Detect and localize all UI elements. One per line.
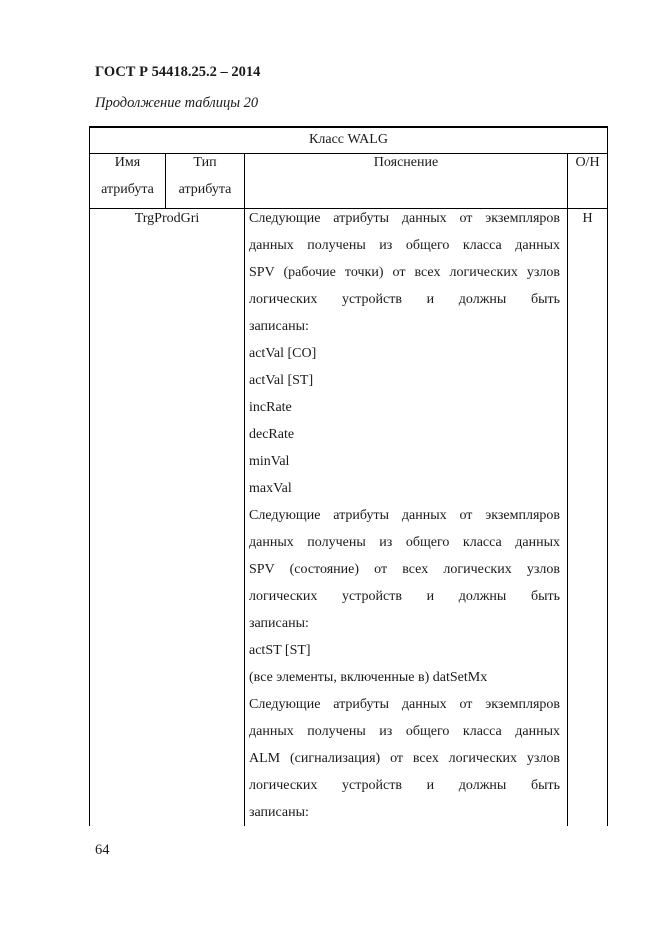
class-title: Класс WALG	[309, 132, 388, 147]
explanation-line: ALM (сигнализация) от всех логических узлов	[249, 751, 560, 766]
table-continuation-caption: Продолжение таблицы 20	[95, 95, 259, 111]
header-type-line2: атрибута	[178, 182, 232, 197]
header-name-line1: Имя	[114, 155, 141, 170]
type-explanation-divider	[244, 153, 245, 826]
mo-cell: Н	[582, 211, 593, 226]
header-name-line2: атрибута	[101, 182, 154, 197]
header-type	[166, 149, 244, 203]
header-mo: О/Н	[575, 155, 600, 170]
explanation-line: логических устройств и должны быть	[249, 589, 560, 604]
header-explanation: Пояснение	[373, 155, 439, 170]
explanation-line: Следующие атрибуты данных от экземпляров	[249, 508, 560, 523]
explanation-line: логических устройств и должны быть	[249, 292, 560, 307]
explanation-line: записаны:	[249, 319, 309, 334]
explanation-line: SPV (состояние) от всех логических узлов	[249, 562, 560, 577]
explanation-line: записаны:	[249, 616, 309, 631]
explanation-line: логических устройств и должны быть	[249, 778, 560, 793]
walg-table	[89, 126, 608, 826]
explanation-line: actVal [CO]	[249, 346, 317, 361]
explanation-line: minVal	[249, 454, 290, 469]
explanation-line: (все элементы, включенные в) datSetMx	[249, 670, 488, 685]
document-header: ГОСТ Р 54418.25.2 – 2014	[95, 64, 261, 80]
explanation-line: записаны:	[249, 805, 309, 820]
explanation-cell	[249, 205, 560, 826]
attribute-name-cell: TrgProdGri	[134, 211, 200, 226]
explanation-line: данных получены из общего класса данных	[249, 724, 560, 739]
page-number: 64	[95, 842, 110, 858]
explanation-line: Следующие атрибуты данных от экземпляров	[249, 211, 560, 226]
explanation-line: Следующие атрибуты данных от экземпляров	[249, 697, 560, 712]
explanation-line: actVal [ST]	[249, 373, 314, 388]
explanation-line: данных получены из общего класса данных	[249, 238, 560, 253]
explanation-line: maxVal	[249, 481, 292, 496]
header-type-line1: Тип	[193, 155, 217, 170]
explanation-line: incRate	[249, 400, 292, 415]
explanation-line: actST [ST]	[249, 643, 311, 658]
table-right-border	[607, 126, 608, 826]
explanation-line: decRate	[249, 427, 295, 442]
explanation-mo-divider	[567, 153, 568, 826]
explanation-line: SPV (рабочие точки) от всех логических узлов	[249, 265, 560, 280]
explanation-line: данных получены из общего класса данных	[249, 535, 560, 550]
header-name	[90, 149, 165, 203]
